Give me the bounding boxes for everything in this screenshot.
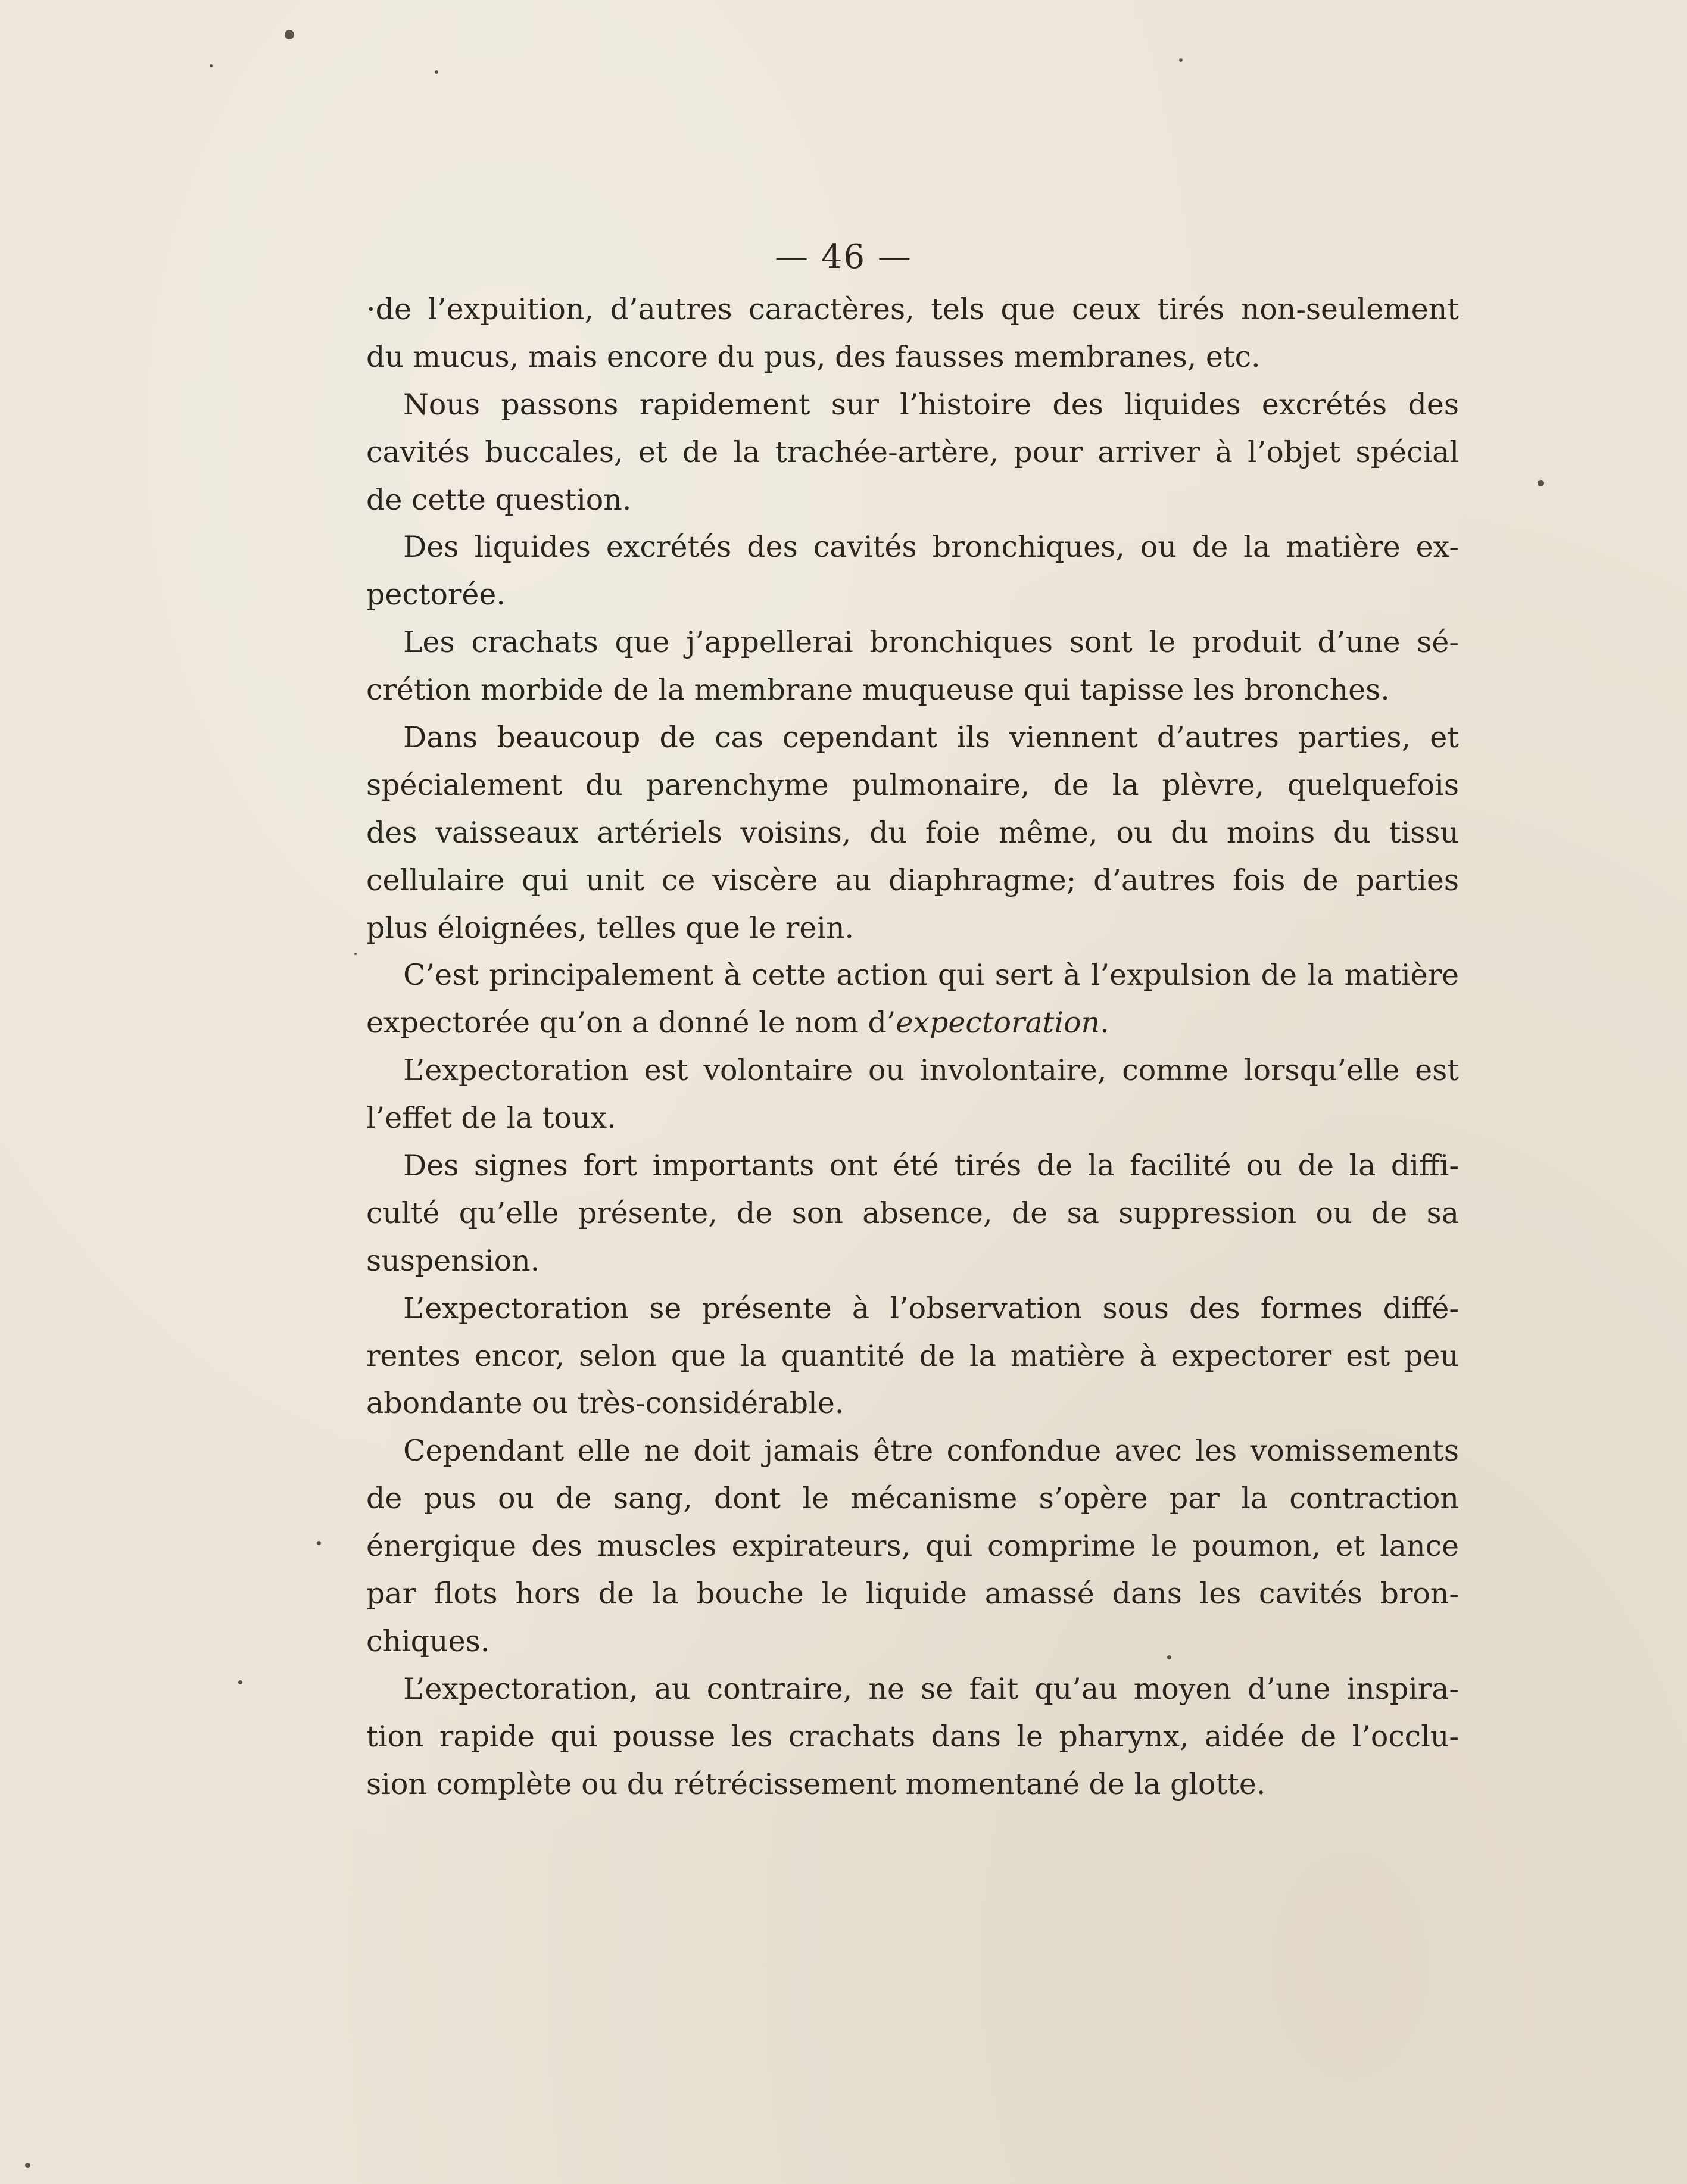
text-line: plus éloignées, telles que le rein. bbox=[366, 910, 855, 945]
text-line: des vaisseaux artériels voisins, du foie même, ou du moins du tissu bbox=[366, 815, 1459, 850]
text-line: L’expectoration se présente à l’observation sous des formes diffé- bbox=[403, 1291, 1459, 1325]
paper-speck bbox=[285, 30, 294, 39]
text-line-segment: expectorée qu’on a donné le nom d’ bbox=[366, 1006, 896, 1040]
page-number: — 46 — bbox=[775, 238, 912, 276]
paper-speck bbox=[435, 70, 438, 74]
text-line: cavités buccales, et de la trachée-artère, pour arriver à l’objet spécial bbox=[366, 435, 1459, 469]
text-line: culté qu’elle présente, de son absence, de sa suppression ou de sa bbox=[366, 1196, 1459, 1230]
text-line: Des signes fort importants ont été tirés de la facilité ou de la diffi- bbox=[403, 1149, 1459, 1183]
text-line: L’expectoration est volontaire ou involontaire, comme lorsqu’elle est bbox=[403, 1053, 1459, 1088]
text-line: sion complète ou du rétrécissement momentané de la glotte. bbox=[366, 1767, 1266, 1801]
text-line bbox=[366, 999, 1459, 1047]
text-line: C’est principalement à cette action qui sert à l’expulsion de la matière bbox=[403, 958, 1459, 993]
paper-speck bbox=[210, 64, 213, 67]
text-line: de cette question. bbox=[366, 482, 632, 517]
body-text bbox=[366, 286, 1459, 1808]
text-line: de pus ou de sang, dont le mécanisme s’opère par la contraction bbox=[366, 1481, 1459, 1516]
paper-speck bbox=[354, 953, 357, 955]
text-line: Les crachats que j’appellerai bronchiques sont le produit d’une sé- bbox=[403, 625, 1459, 660]
paper-speck bbox=[1538, 480, 1544, 486]
text-line: rentes encor, selon que la quantité de la matière à expectorer est peu bbox=[366, 1339, 1459, 1373]
paper-speck bbox=[1179, 58, 1183, 62]
text-line: énergique des muscles expirateurs, qui comprime le poumon, et lance bbox=[366, 1529, 1459, 1564]
text-line: ·de l’expuition, d’autres caractères, tels que ceux tirés non-seulement bbox=[366, 292, 1459, 326]
text-line: pectorée. bbox=[366, 578, 506, 612]
text-line: tion rapide qui pousse les crachats dans le pharynx, aidée de l’occlu- bbox=[366, 1719, 1459, 1754]
text-line: cellulaire qui unit ce viscère au diaphragme; d’autres fois de parties bbox=[366, 863, 1459, 897]
text-line: l’effet de la toux. bbox=[366, 1101, 616, 1135]
text-line: par flots hors de la bouche le liquide amassé dans les cavités bron- bbox=[366, 1577, 1459, 1611]
text-line: crétion morbide de la membrane muqueuse qui tapisse les bronches. bbox=[366, 673, 1390, 707]
text-line: du mucus, mais encore du pus, des fausses membranes, etc. bbox=[366, 339, 1261, 374]
text-line: Dans beaucoup de cas cependant ils viennent d’autres parties, et bbox=[403, 720, 1459, 755]
text-line: Des liquides excrétés des cavités bronchiques, ou de la matière ex- bbox=[403, 530, 1459, 564]
text-line: spécialement du parenchyme pulmonaire, de la plèvre, quelquefois bbox=[366, 767, 1459, 802]
paper-speck bbox=[238, 1680, 242, 1684]
text-line: L’expectoration, au contraire, ne se fait qu’au moyen d’une inspira- bbox=[403, 1671, 1459, 1706]
paper-speck bbox=[317, 1541, 321, 1545]
text-line: abondante ou très-considérable. bbox=[366, 1386, 844, 1421]
text-line: Cependant elle ne doit jamais être confondue avec les vomissements bbox=[403, 1434, 1459, 1468]
text-line: suspension. bbox=[366, 1243, 540, 1278]
italic-term: expectoration bbox=[896, 1006, 1100, 1040]
text-line: Nous passons rapidement sur l’histoire des liquides excrétés des bbox=[403, 387, 1459, 422]
text-line: chiques. bbox=[366, 1624, 490, 1658]
paper-speck bbox=[25, 2163, 30, 2168]
text-line-segment: . bbox=[1100, 1006, 1109, 1040]
